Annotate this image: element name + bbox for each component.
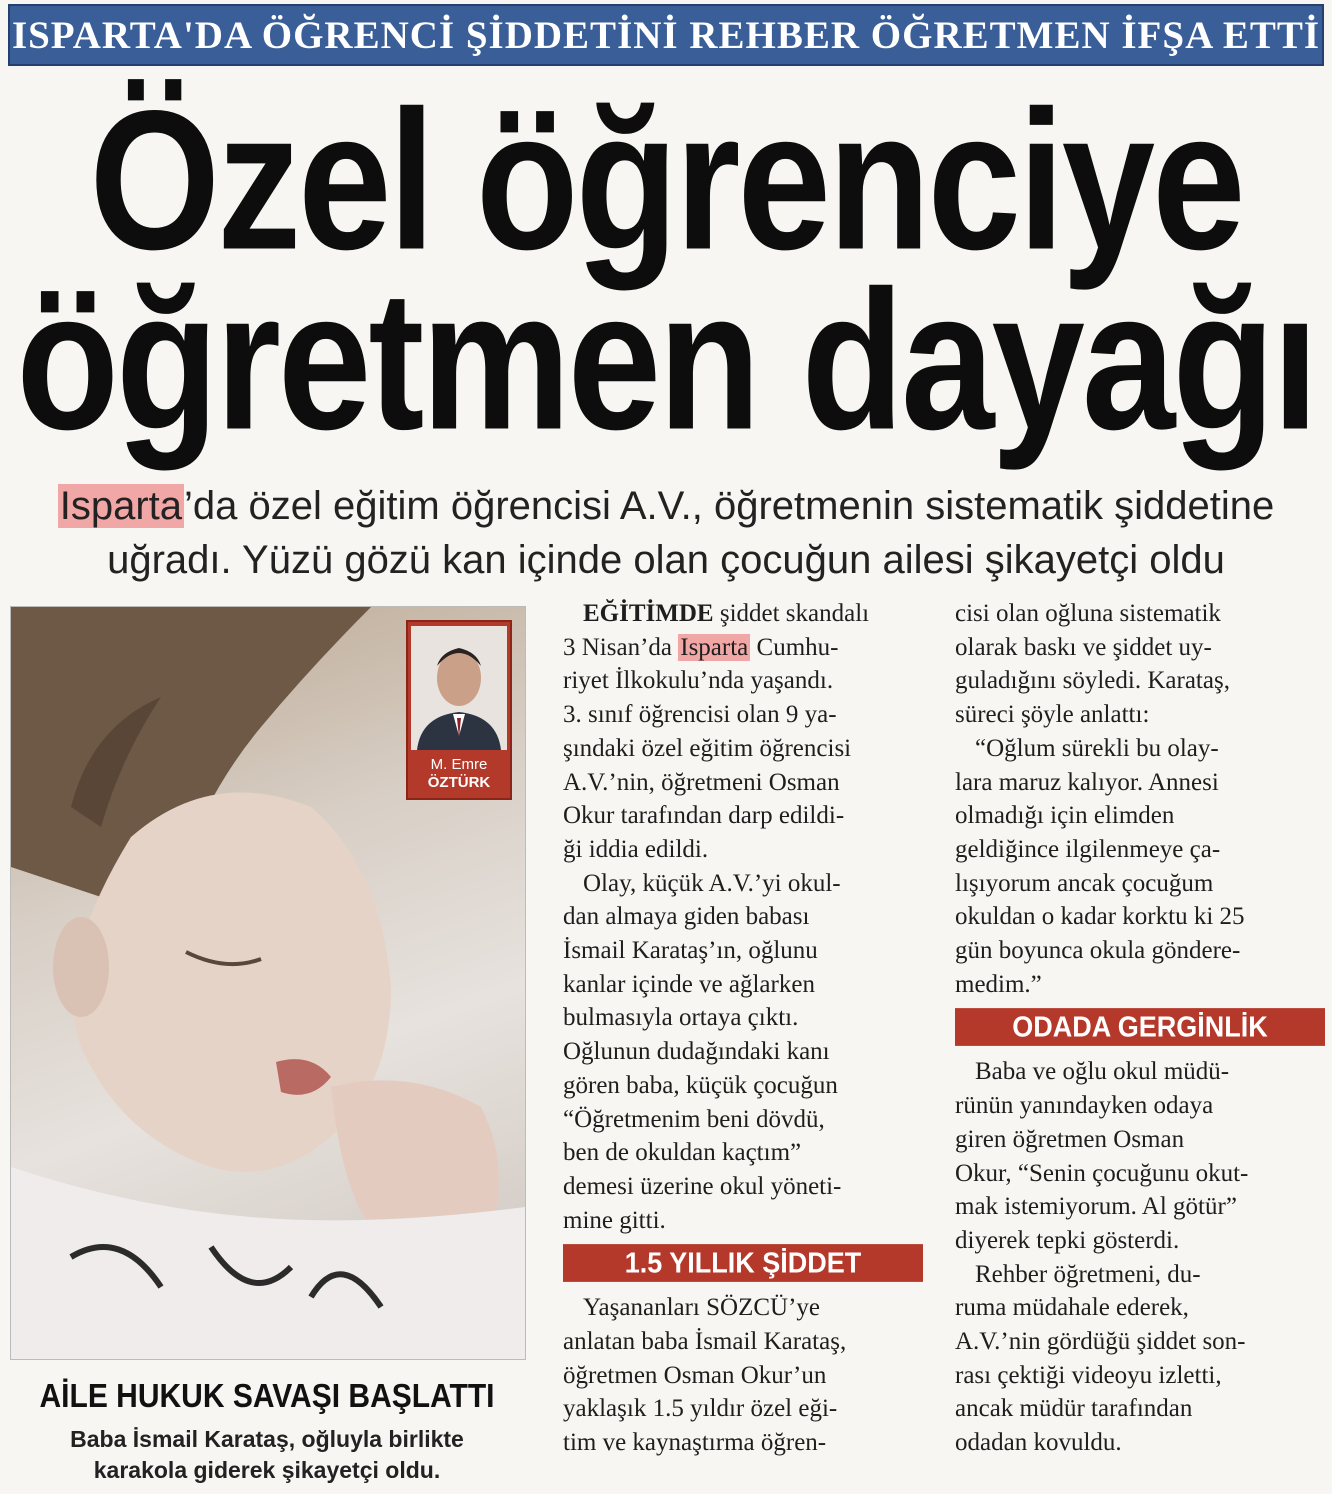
article-line: ancak müdür tarafından — [955, 1395, 1193, 1423]
author-photo — [411, 626, 507, 750]
article-line: odadan kovuldu. — [955, 1429, 1122, 1457]
article-line: Olay, küçük A.V.’yi okul- — [583, 869, 841, 897]
article-column-1 — [563, 597, 923, 1460]
article-line: lışıyorum ancak çocuğum — [955, 869, 1214, 897]
article-line: bulmasıyla ortaya çıktı. — [563, 1004, 799, 1032]
article-line: dan almaya giden babası — [563, 903, 810, 931]
article-line: lara maruz kalıyor. Annesi — [955, 768, 1219, 796]
photo-caption-line: Baba İsmail Karataş, oğluyla birlikte — [70, 1426, 464, 1452]
article-line: demesi üzerine okul yöneti- — [563, 1172, 842, 1200]
article-line: mine gitti. — [563, 1206, 666, 1234]
article-line — [563, 597, 923, 631]
article-line: yaklaşık 1.5 yıldır özel eği- — [563, 1395, 838, 1423]
article-line: Oğlunun dudağındaki kanı — [563, 1038, 830, 1066]
kicker-banner — [8, 4, 1324, 66]
author-last-name: ÖZTÜRK — [427, 774, 491, 791]
article-line: 3. sınıf öğrencisi olan 9 ya- — [563, 701, 837, 729]
photo-caption-line: karakola giderek şikayetçi oldu. — [93, 1457, 441, 1483]
deck-highlight: Isparta — [59, 484, 183, 528]
article-line: İsmail Karataş’ın, oğlunu — [563, 937, 818, 965]
article-line: olarak baskı ve şiddet uy- — [955, 633, 1212, 661]
article-line: riyet İlkokulu’nda yaşandı. — [563, 667, 834, 695]
headline-line-2: öğretmen dayağı — [16, 249, 1316, 471]
article-line: anlatan baba İsmail Karataş, — [563, 1328, 847, 1356]
kicker-text: ISPARTA'DA ÖĞRENCİ ŞİDDETİNİ REHBER ÖĞRETMEN İFŞA ETTİ — [11, 13, 1321, 57]
article-text: Cumhu- — [750, 633, 839, 661]
article-line: ği iddia edildi. — [563, 835, 709, 863]
article-line: “Oğlum sürekli bu olay- — [975, 734, 1219, 762]
article-line: gün boyunca okula göndere- — [955, 937, 1241, 965]
article-line: A.V.’nin, öğretmeni Osman — [563, 768, 840, 796]
article-line: A.V.’nin gördüğü şiddet son- — [955, 1328, 1246, 1356]
article-line — [563, 631, 923, 665]
article-text: 3 Nisan’da — [563, 633, 679, 661]
article-line: ruma müdahale ederek, — [955, 1294, 1189, 1322]
article-line: Baba ve oğlu okul müdü- — [975, 1058, 1230, 1086]
subhead-odada-gerginlik: ODADA GERGİNLİK — [955, 1009, 1325, 1047]
article-line: giren öğretmen Osman — [955, 1125, 1185, 1153]
article-line: rünün yanındayken odaya — [955, 1092, 1214, 1120]
article-line: guladığını söyledi. Karataş, — [955, 667, 1230, 695]
article-text: şiddet skandalı — [713, 600, 870, 627]
article-line: ben de okuldan kaçtım” — [563, 1139, 802, 1167]
photo-caption-text — [10, 1424, 524, 1486]
photo-caption-title: AİLE HUKUK SAVAŞI BAŞLATTI — [39, 1378, 495, 1415]
article-line: Yaşananları SÖZCÜ’ye — [583, 1294, 821, 1322]
article-line: Okur tarafından darp edildi- — [563, 802, 845, 830]
headline-line-1: Özel öğrenciye — [89, 69, 1243, 291]
article-line: Rehber öğretmeni, du- — [975, 1260, 1201, 1288]
article-line: rası çektiği videoyu izletti, — [955, 1361, 1222, 1389]
article-line: okuldan o kadar korktu ki 25 — [955, 903, 1245, 931]
deck-line-1-rest: ’da özel eğitim öğrencisi A.V., öğretmenin sistematik şiddetine — [184, 484, 1275, 528]
place-highlight: Isparta — [680, 633, 749, 661]
article-line: Okur, “Senin çocuğunu okut- — [955, 1159, 1249, 1187]
deck-line-1 — [0, 484, 1332, 529]
article-line: medim.” — [955, 970, 1042, 998]
article-line: “Öğretmenim beni dövdü, — [563, 1105, 825, 1133]
author-box — [406, 620, 512, 800]
deck-line-2: uğradı. Yüzü gözü kan içinde olan çocuğun ailesi şikayetçi oldu — [107, 538, 1225, 582]
article-line: diyerek tepki gösterdi. — [955, 1226, 1180, 1254]
subhead-1-5-yillik-siddet: 1.5 YILLIK ŞİDDET — [563, 1244, 923, 1282]
lead-word: EĞİTİMDE — [583, 600, 714, 627]
article-line: öğretmen Osman Okur’un — [563, 1361, 827, 1389]
article-line: tim ve kaynaştırma öğren- — [563, 1429, 827, 1457]
article-line: geldiğince ilgilenmeye ça- — [955, 835, 1221, 863]
article-column-2 — [955, 597, 1325, 1460]
article-line: gören baba, küçük çocuğun — [563, 1071, 838, 1099]
article-line: mak istemiyorum. Al götür” — [955, 1193, 1237, 1221]
author-first-name: M. Emre — [430, 756, 488, 773]
article-line: kanlar içinde ve ağlarken — [563, 970, 815, 998]
article-line: süreci şöyle anlattı: — [955, 701, 1150, 729]
article-line: cisi olan oğluna sistematik — [955, 600, 1221, 627]
article-line: şındaki özel eğitim öğrencisi — [563, 734, 852, 762]
article-line: olmadığı için elimden — [955, 802, 1175, 830]
